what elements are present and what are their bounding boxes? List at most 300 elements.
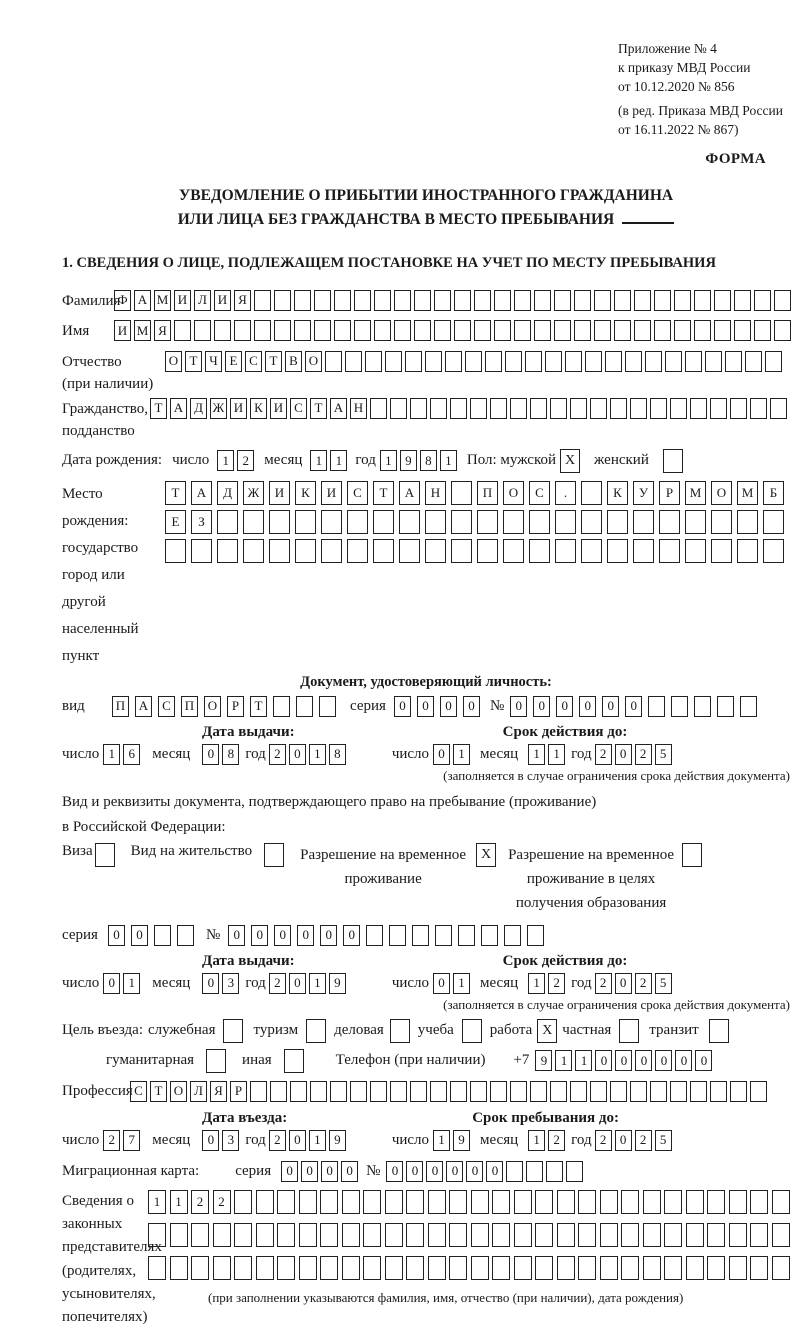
residence-permit-checkbox[interactable] — [264, 843, 284, 867]
char-cell[interactable] — [256, 1190, 274, 1214]
char-cell[interactable]: П — [112, 696, 129, 717]
char-cell[interactable]: 2 — [595, 1130, 612, 1151]
char-cell[interactable]: 9 — [329, 1130, 346, 1151]
char-cell[interactable] — [525, 351, 542, 372]
char-cell[interactable] — [295, 539, 316, 563]
char-cell[interactable]: 6 — [123, 744, 140, 765]
char-cell[interactable] — [310, 1081, 327, 1102]
char-cell[interactable] — [514, 1256, 532, 1280]
char-cell[interactable] — [714, 320, 731, 341]
char-cell[interactable] — [650, 398, 667, 419]
char-cell[interactable]: 0 — [433, 973, 450, 994]
char-cell[interactable] — [330, 1081, 347, 1102]
char-cell[interactable]: 1 — [123, 973, 140, 994]
char-cell[interactable] — [314, 320, 331, 341]
char-cell[interactable] — [471, 1256, 489, 1280]
char-cell[interactable] — [625, 351, 642, 372]
purpose-business-checkbox[interactable] — [390, 1019, 410, 1043]
char-cell[interactable] — [557, 1256, 575, 1280]
char-cell[interactable] — [294, 320, 311, 341]
char-cell[interactable] — [581, 539, 602, 563]
char-cell[interactable] — [557, 1223, 575, 1247]
char-cell[interactable] — [686, 1256, 704, 1280]
char-cell[interactable] — [294, 290, 311, 311]
char-cell[interactable]: О — [305, 351, 322, 372]
char-cell[interactable]: 5 — [655, 744, 672, 765]
char-cell[interactable] — [685, 510, 706, 534]
char-cell[interactable]: 2 — [213, 1190, 231, 1214]
char-cell[interactable] — [664, 1223, 682, 1247]
char-cell[interactable] — [234, 1256, 252, 1280]
char-cell[interactable]: Л — [190, 1081, 207, 1102]
char-cell[interactable]: М — [737, 481, 758, 505]
char-cell[interactable] — [772, 1223, 790, 1247]
char-cell[interactable] — [529, 510, 550, 534]
char-cell[interactable]: 1 — [148, 1190, 166, 1214]
char-cell[interactable] — [454, 320, 471, 341]
char-cell[interactable] — [154, 925, 171, 946]
char-cell[interactable] — [578, 1256, 596, 1280]
char-cell[interactable] — [734, 290, 751, 311]
char-cell[interactable] — [471, 1223, 489, 1247]
char-cell[interactable] — [514, 320, 531, 341]
char-cell[interactable] — [274, 290, 291, 311]
char-cell[interactable] — [707, 1223, 725, 1247]
char-cell[interactable] — [633, 539, 654, 563]
char-cell[interactable] — [664, 1190, 682, 1214]
char-cell[interactable]: Е — [165, 510, 186, 534]
char-cell[interactable]: 0 — [446, 1161, 463, 1182]
char-cell[interactable] — [250, 1081, 267, 1102]
char-cell[interactable]: С — [347, 481, 368, 505]
char-cell[interactable]: М — [134, 320, 151, 341]
char-cell[interactable] — [648, 696, 665, 717]
char-cell[interactable]: 9 — [329, 973, 346, 994]
char-cell[interactable] — [600, 1223, 618, 1247]
char-cell[interactable] — [170, 1256, 188, 1280]
char-cell[interactable]: 2 — [103, 1130, 120, 1151]
char-cell[interactable]: 0 — [635, 1050, 652, 1071]
char-cell[interactable]: Т — [150, 1081, 167, 1102]
char-cell[interactable]: . — [555, 481, 576, 505]
char-cell[interactable] — [530, 1081, 547, 1102]
char-cell[interactable]: 1 — [310, 450, 327, 471]
char-cell[interactable] — [296, 696, 313, 717]
char-cell[interactable]: 0 — [320, 925, 337, 946]
char-cell[interactable] — [504, 925, 521, 946]
char-cell[interactable] — [450, 1081, 467, 1102]
char-cell[interactable] — [492, 1256, 510, 1280]
char-cell[interactable] — [665, 351, 682, 372]
char-cell[interactable] — [711, 539, 732, 563]
char-cell[interactable] — [445, 351, 462, 372]
purpose-transit-checkbox[interactable] — [709, 1019, 729, 1043]
char-cell[interactable]: 9 — [453, 1130, 470, 1151]
char-cell[interactable]: 0 — [426, 1161, 443, 1182]
char-cell[interactable] — [234, 1190, 252, 1214]
purpose-work-checkbox[interactable]: X — [537, 1019, 557, 1043]
rvp-checkbox[interactable]: X — [476, 843, 496, 867]
purpose-private-checkbox[interactable] — [619, 1019, 639, 1043]
char-cell[interactable]: 0 — [289, 973, 306, 994]
char-cell[interactable]: 2 — [595, 973, 612, 994]
char-cell[interactable]: Д — [190, 398, 207, 419]
char-cell[interactable]: С — [529, 481, 550, 505]
char-cell[interactable]: Т — [310, 398, 327, 419]
char-cell[interactable]: 5 — [655, 973, 672, 994]
char-cell[interactable] — [477, 539, 498, 563]
char-cell[interactable] — [659, 510, 680, 534]
char-cell[interactable] — [470, 1081, 487, 1102]
char-cell[interactable] — [526, 1161, 543, 1182]
char-cell[interactable] — [277, 1190, 295, 1214]
char-cell[interactable] — [434, 320, 451, 341]
char-cell[interactable] — [434, 290, 451, 311]
char-cell[interactable]: 0 — [463, 696, 480, 717]
char-cell[interactable] — [345, 351, 362, 372]
char-cell[interactable] — [581, 481, 602, 505]
char-cell[interactable] — [334, 320, 351, 341]
char-cell[interactable]: 2 — [237, 450, 254, 471]
char-cell[interactable] — [729, 1223, 747, 1247]
char-cell[interactable] — [578, 1190, 596, 1214]
char-cell[interactable] — [191, 1223, 209, 1247]
char-cell[interactable] — [481, 925, 498, 946]
char-cell[interactable] — [290, 1081, 307, 1102]
char-cell[interactable] — [451, 481, 472, 505]
rvp-edu-checkbox[interactable] — [682, 843, 702, 867]
char-cell[interactable]: И — [214, 290, 231, 311]
char-cell[interactable]: П — [181, 696, 198, 717]
char-cell[interactable] — [406, 1190, 424, 1214]
char-cell[interactable]: 0 — [297, 925, 314, 946]
char-cell[interactable] — [774, 290, 791, 311]
char-cell[interactable]: 2 — [548, 1130, 565, 1151]
char-cell[interactable]: Ф — [114, 290, 131, 311]
char-cell[interactable]: 2 — [548, 973, 565, 994]
char-cell[interactable] — [630, 1081, 647, 1102]
char-cell[interactable]: 0 — [386, 1161, 403, 1182]
char-cell[interactable]: Т — [165, 481, 186, 505]
char-cell[interactable]: 0 — [675, 1050, 692, 1071]
char-cell[interactable] — [273, 696, 290, 717]
sex-female-checkbox[interactable] — [663, 449, 683, 473]
char-cell[interactable] — [389, 925, 406, 946]
char-cell[interactable] — [277, 1223, 295, 1247]
char-cell[interactable] — [514, 290, 531, 311]
char-cell[interactable] — [654, 290, 671, 311]
char-cell[interactable] — [405, 351, 422, 372]
char-cell[interactable] — [711, 510, 732, 534]
char-cell[interactable]: 1 — [309, 1130, 326, 1151]
char-cell[interactable]: Р — [230, 1081, 247, 1102]
char-cell[interactable] — [354, 320, 371, 341]
char-cell[interactable]: 0 — [625, 696, 642, 717]
char-cell[interactable] — [570, 1081, 587, 1102]
char-cell[interactable] — [385, 351, 402, 372]
char-cell[interactable]: Т — [250, 696, 267, 717]
char-cell[interactable] — [174, 320, 191, 341]
char-cell[interactable] — [430, 398, 447, 419]
char-cell[interactable] — [754, 290, 771, 311]
char-cell[interactable] — [670, 1081, 687, 1102]
char-cell[interactable] — [399, 539, 420, 563]
char-cell[interactable] — [664, 1256, 682, 1280]
char-cell[interactable]: 1 — [440, 450, 457, 471]
char-cell[interactable] — [270, 1081, 287, 1102]
char-cell[interactable] — [734, 320, 751, 341]
char-cell[interactable]: 1 — [103, 744, 120, 765]
char-cell[interactable] — [550, 1081, 567, 1102]
char-cell[interactable]: 0 — [202, 973, 219, 994]
char-cell[interactable] — [730, 398, 747, 419]
char-cell[interactable] — [529, 539, 550, 563]
char-cell[interactable] — [705, 351, 722, 372]
char-cell[interactable]: 0 — [615, 973, 632, 994]
char-cell[interactable] — [428, 1223, 446, 1247]
char-cell[interactable] — [574, 290, 591, 311]
char-cell[interactable]: 1 — [528, 1130, 545, 1151]
char-cell[interactable] — [256, 1256, 274, 1280]
char-cell[interactable]: 7 — [123, 1130, 140, 1151]
char-cell[interactable] — [425, 351, 442, 372]
char-cell[interactable]: А — [191, 481, 212, 505]
char-cell[interactable] — [269, 510, 290, 534]
char-cell[interactable] — [685, 539, 706, 563]
char-cell[interactable]: Т — [265, 351, 282, 372]
char-cell[interactable] — [490, 1081, 507, 1102]
char-cell[interactable]: 1 — [548, 744, 565, 765]
char-cell[interactable] — [494, 290, 511, 311]
char-cell[interactable] — [428, 1190, 446, 1214]
char-cell[interactable] — [451, 510, 472, 534]
char-cell[interactable]: 1 — [528, 973, 545, 994]
char-cell[interactable]: 2 — [635, 973, 652, 994]
char-cell[interactable]: 1 — [309, 973, 326, 994]
char-cell[interactable]: 5 — [655, 1130, 672, 1151]
char-cell[interactable]: М — [685, 481, 706, 505]
char-cell[interactable] — [374, 290, 391, 311]
char-cell[interactable] — [685, 351, 702, 372]
char-cell[interactable] — [659, 539, 680, 563]
char-cell[interactable] — [670, 398, 687, 419]
char-cell[interactable]: 0 — [579, 696, 596, 717]
char-cell[interactable] — [450, 398, 467, 419]
sex-male-checkbox[interactable]: X — [560, 449, 580, 473]
char-cell[interactable] — [214, 320, 231, 341]
char-cell[interactable]: 8 — [222, 744, 239, 765]
char-cell[interactable] — [590, 1081, 607, 1102]
char-cell[interactable] — [243, 510, 264, 534]
char-cell[interactable] — [530, 398, 547, 419]
char-cell[interactable] — [342, 1256, 360, 1280]
char-cell[interactable]: К — [250, 398, 267, 419]
char-cell[interactable] — [750, 1223, 768, 1247]
char-cell[interactable] — [274, 320, 291, 341]
char-cell[interactable]: 0 — [433, 744, 450, 765]
char-cell[interactable] — [394, 320, 411, 341]
char-cell[interactable]: Н — [425, 481, 446, 505]
char-cell[interactable] — [510, 398, 527, 419]
purpose-official-checkbox[interactable] — [223, 1019, 243, 1043]
char-cell[interactable] — [234, 1223, 252, 1247]
char-cell[interactable] — [385, 1223, 403, 1247]
char-cell[interactable] — [354, 290, 371, 311]
char-cell[interactable] — [254, 290, 271, 311]
char-cell[interactable]: 0 — [695, 1050, 712, 1071]
char-cell[interactable] — [690, 1081, 707, 1102]
char-cell[interactable] — [319, 696, 336, 717]
char-cell[interactable]: 0 — [440, 696, 457, 717]
char-cell[interactable] — [503, 539, 524, 563]
char-cell[interactable] — [535, 1256, 553, 1280]
char-cell[interactable] — [554, 320, 571, 341]
char-cell[interactable]: М — [154, 290, 171, 311]
char-cell[interactable] — [614, 320, 631, 341]
char-cell[interactable] — [347, 510, 368, 534]
char-cell[interactable]: О — [165, 351, 182, 372]
char-cell[interactable] — [321, 539, 342, 563]
char-cell[interactable]: 0 — [417, 696, 434, 717]
purpose-study-checkbox[interactable] — [462, 1019, 482, 1043]
char-cell[interactable] — [451, 539, 472, 563]
char-cell[interactable] — [717, 696, 734, 717]
char-cell[interactable] — [194, 320, 211, 341]
char-cell[interactable]: И — [269, 481, 290, 505]
char-cell[interactable] — [772, 1190, 790, 1214]
char-cell[interactable] — [763, 539, 784, 563]
char-cell[interactable]: 0 — [103, 973, 120, 994]
char-cell[interactable] — [269, 539, 290, 563]
char-cell[interactable]: 2 — [595, 744, 612, 765]
char-cell[interactable] — [581, 510, 602, 534]
char-cell[interactable] — [585, 351, 602, 372]
char-cell[interactable] — [654, 320, 671, 341]
char-cell[interactable] — [610, 1081, 627, 1102]
char-cell[interactable] — [414, 290, 431, 311]
char-cell[interactable] — [550, 398, 567, 419]
char-cell[interactable] — [554, 290, 571, 311]
char-cell[interactable] — [754, 320, 771, 341]
char-cell[interactable] — [594, 290, 611, 311]
char-cell[interactable] — [406, 1223, 424, 1247]
char-cell[interactable] — [503, 510, 524, 534]
char-cell[interactable]: З — [191, 510, 212, 534]
char-cell[interactable] — [410, 398, 427, 419]
char-cell[interactable] — [213, 1256, 231, 1280]
char-cell[interactable]: 1 — [217, 450, 234, 471]
purpose-tourism-checkbox[interactable] — [306, 1019, 326, 1043]
char-cell[interactable] — [295, 510, 316, 534]
char-cell[interactable] — [763, 510, 784, 534]
char-cell[interactable]: Б — [763, 481, 784, 505]
char-cell[interactable]: Я — [234, 290, 251, 311]
char-cell[interactable] — [737, 510, 758, 534]
char-cell[interactable] — [729, 1256, 747, 1280]
char-cell[interactable]: 0 — [466, 1161, 483, 1182]
char-cell[interactable] — [534, 320, 551, 341]
char-cell[interactable] — [546, 1161, 563, 1182]
char-cell[interactable] — [621, 1223, 639, 1247]
char-cell[interactable] — [177, 925, 194, 946]
char-cell[interactable] — [430, 1081, 447, 1102]
char-cell[interactable]: Р — [227, 696, 244, 717]
char-cell[interactable]: К — [295, 481, 316, 505]
char-cell[interactable] — [710, 398, 727, 419]
char-cell[interactable] — [774, 320, 791, 341]
char-cell[interactable]: А — [134, 290, 151, 311]
char-cell[interactable]: 0 — [615, 744, 632, 765]
char-cell[interactable]: К — [607, 481, 628, 505]
char-cell[interactable] — [750, 1256, 768, 1280]
char-cell[interactable]: С — [290, 398, 307, 419]
char-cell[interactable] — [607, 510, 628, 534]
char-cell[interactable] — [363, 1223, 381, 1247]
char-cell[interactable]: 1 — [453, 973, 470, 994]
char-cell[interactable]: О — [711, 481, 732, 505]
char-cell[interactable]: 2 — [269, 744, 286, 765]
char-cell[interactable] — [370, 398, 387, 419]
char-cell[interactable] — [494, 320, 511, 341]
char-cell[interactable] — [545, 351, 562, 372]
char-cell[interactable] — [621, 1256, 639, 1280]
char-cell[interactable]: 1 — [380, 450, 397, 471]
char-cell[interactable]: П — [477, 481, 498, 505]
char-cell[interactable]: Е — [225, 351, 242, 372]
char-cell[interactable]: Т — [185, 351, 202, 372]
char-cell[interactable] — [373, 510, 394, 534]
char-cell[interactable] — [325, 351, 342, 372]
char-cell[interactable]: О — [204, 696, 221, 717]
char-cell[interactable]: Ж — [210, 398, 227, 419]
char-cell[interactable] — [750, 1081, 767, 1102]
char-cell[interactable] — [471, 1190, 489, 1214]
char-cell[interactable] — [320, 1223, 338, 1247]
char-cell[interactable] — [474, 320, 491, 341]
char-cell[interactable] — [510, 1081, 527, 1102]
char-cell[interactable] — [148, 1256, 166, 1280]
char-cell[interactable]: А — [330, 398, 347, 419]
char-cell[interactable] — [414, 320, 431, 341]
char-cell[interactable] — [645, 351, 662, 372]
char-cell[interactable] — [373, 539, 394, 563]
char-cell[interactable]: 1 — [170, 1190, 188, 1214]
char-cell[interactable]: Н — [350, 398, 367, 419]
char-cell[interactable] — [191, 539, 212, 563]
char-cell[interactable]: 1 — [330, 450, 347, 471]
char-cell[interactable]: С — [245, 351, 262, 372]
char-cell[interactable]: С — [130, 1081, 147, 1102]
char-cell[interactable] — [630, 398, 647, 419]
char-cell[interactable] — [485, 351, 502, 372]
char-cell[interactable] — [674, 320, 691, 341]
char-cell[interactable] — [729, 1190, 747, 1214]
char-cell[interactable]: Т — [150, 398, 167, 419]
char-cell[interactable] — [191, 1256, 209, 1280]
char-cell[interactable]: 0 — [131, 925, 148, 946]
char-cell[interactable] — [425, 510, 446, 534]
char-cell[interactable] — [217, 539, 238, 563]
char-cell[interactable]: Ч — [205, 351, 222, 372]
char-cell[interactable]: Ж — [243, 481, 264, 505]
char-cell[interactable] — [707, 1190, 725, 1214]
purpose-humanitarian-checkbox[interactable] — [206, 1049, 226, 1073]
char-cell[interactable] — [390, 398, 407, 419]
char-cell[interactable] — [725, 351, 742, 372]
char-cell[interactable]: 9 — [535, 1050, 552, 1071]
char-cell[interactable] — [594, 320, 611, 341]
char-cell[interactable]: 1 — [309, 744, 326, 765]
